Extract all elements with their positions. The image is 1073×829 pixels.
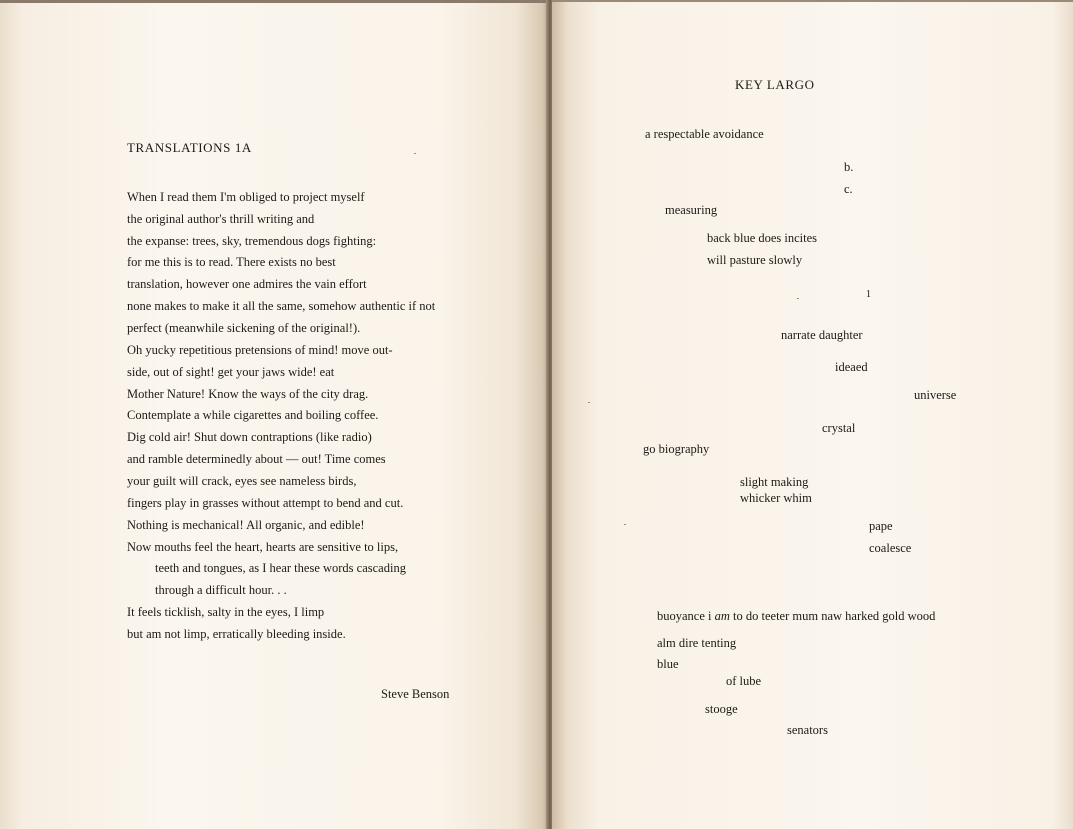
poem-line: the original author's thrill writing and bbox=[127, 212, 315, 226]
poem-fragment: universe bbox=[914, 388, 957, 402]
poem-line: Oh yucky repetitious pretensions of mind! move out- bbox=[127, 343, 393, 357]
paper-speck bbox=[414, 153, 416, 154]
author-name: Steve Benson bbox=[381, 687, 450, 701]
poem-fragment: blue bbox=[657, 657, 679, 671]
poem-line: but am not limp, erratically bleeding inside. bbox=[127, 627, 346, 641]
poem-line: side, out of sight! get your jaws wide! eat bbox=[127, 365, 335, 379]
fragment-part: to do teeter mum naw harked gold wood bbox=[729, 609, 936, 623]
poem-title-left: TRANSLATIONS 1A bbox=[127, 140, 252, 155]
paper-speck bbox=[588, 402, 590, 403]
poem-fragment: coalesce bbox=[869, 541, 912, 555]
poem-line: perfect (meanwhile sickening of the original!). bbox=[127, 321, 361, 335]
poem-fragment: go biography bbox=[643, 442, 710, 456]
poem-line: Mother Nature! Know the ways of the city drag. bbox=[127, 387, 369, 401]
poem-fragment: pape bbox=[869, 519, 893, 533]
poem-line: teeth and tongues, as I hear these words cascading bbox=[155, 561, 406, 575]
poem-line: Now mouths feel the heart, hearts are sensitive to lips, bbox=[127, 540, 399, 554]
poem-line: Dig cold air! Shut down contraptions (like radio) bbox=[127, 430, 372, 444]
poem-fragment bbox=[657, 608, 935, 624]
poem-line: Contemplate a while cigarettes and boiling coffee. bbox=[127, 408, 379, 422]
fragment-part: buoyance i bbox=[657, 609, 715, 623]
poem-line: for me this is to read. There exists no best bbox=[127, 255, 336, 269]
poem-fragment: ideaed bbox=[835, 360, 868, 374]
poem-line: Nothing is mechanical! All organic, and edible! bbox=[127, 518, 365, 532]
poem-fragment: measuring bbox=[665, 203, 718, 217]
fragment-italic: am bbox=[714, 609, 730, 623]
poem-fragment: alm dire tenting bbox=[657, 636, 737, 650]
poem-fragment: senators bbox=[787, 723, 828, 737]
poem-line: none makes to make it all the same, somehow authentic if not bbox=[127, 299, 436, 313]
paper-speck bbox=[624, 524, 626, 525]
right-page bbox=[552, 0, 1073, 829]
poem-fragment: 1 bbox=[866, 289, 871, 300]
poem-fragment: back blue does incites bbox=[707, 231, 818, 245]
poem-fragment: whicker whim bbox=[740, 491, 812, 505]
poem-line: and ramble determinedly about — out! Time comes bbox=[127, 452, 386, 466]
poem-fragment: crystal bbox=[822, 421, 856, 435]
poem-fragment: stooge bbox=[705, 702, 738, 716]
poem-fragment: will pasture slowly bbox=[707, 253, 803, 267]
poem-fragment: b. bbox=[844, 160, 854, 174]
paper-speck bbox=[797, 298, 799, 299]
poem-fragment: narrate daughter bbox=[781, 328, 863, 342]
poem-line: When I read them I'm obliged to project myself bbox=[127, 190, 365, 204]
poem-fragment: a respectable avoidance bbox=[645, 127, 764, 141]
poem-fragment: c. bbox=[844, 182, 853, 196]
poem-line: your guilt will crack, eyes see nameless birds, bbox=[127, 474, 357, 488]
poem-fragment: of lube bbox=[726, 674, 762, 688]
poem-line: translation, however one admires the vain effort bbox=[127, 277, 367, 291]
poem-line: the expanse: trees, sky, tremendous dogs fighting: bbox=[127, 234, 377, 248]
poem-line: It feels ticklish, salty in the eyes, I limp bbox=[127, 605, 325, 619]
poem-line: through a difficult hour. . . bbox=[155, 583, 287, 597]
poem-line: fingers play in grasses without attempt to bend and cut. bbox=[127, 496, 404, 510]
poem-title-right: KEY LARGO bbox=[735, 77, 815, 92]
poem-fragment: slight making bbox=[740, 475, 809, 489]
